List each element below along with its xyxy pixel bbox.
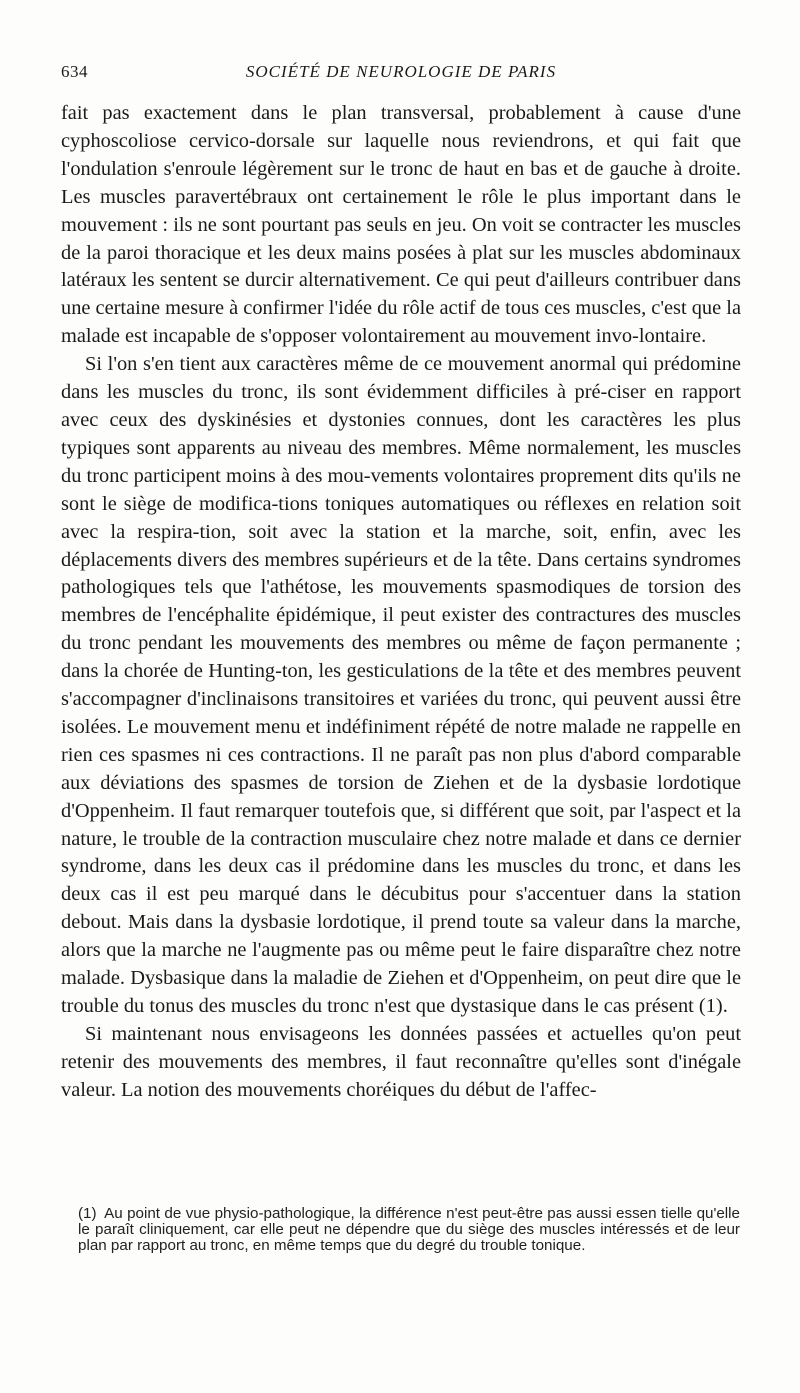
running-title: SOCIÉTÉ DE NEUROLOGIE DE PARIS bbox=[245, 62, 557, 81]
running-header bbox=[61, 62, 741, 88]
page-number: 634 bbox=[61, 62, 88, 81]
footnote bbox=[78, 1206, 740, 1255]
page bbox=[61, 62, 741, 1105]
body-text bbox=[61, 100, 741, 1105]
footnote-marker: (1) bbox=[78, 1205, 97, 1222]
footnote-text: Au point de vue physio-pathologique, la différence n'est peut-être pas aussi essen tielle qu'elle le paraît cliniquement, car elle peut ne dépendre que du siège des muscles intéressés et de leur plan par rapport au tronc, en même temps que du degré du trouble tonique. bbox=[78, 1205, 741, 1255]
paragraph-continued: fait pas exactement dans le plan transversal, probablement à cause d'une cyphoscoliose cervico-dorsale sur laquelle nous reviendrons, et qui fait que l'ondulation s'enroule légèrement sur le tronc de haut en bas et de gauche à droite. Les muscles paravertébraux ont certainement le rôle le plus important dans le mouvement : ils ne sont pourtant pas seuls en jeu. On voit se contracter les muscles de la paroi thoracique et les deux mains posées à plat sur les muscles abdominaux latéraux les sentent se durcir alternativement. Ce qui peut d'ailleurs contribuer dans une certaine mesure à confirmer l'idée du rôle actif de tous ces muscles, c'est que la malade est incapable de s'opposer volontairement au mouvement invo-lontaire. bbox=[61, 102, 741, 348]
paragraph: Si l'on s'en tient aux caractères même de ce mouvement anormal qui prédomine dans les muscles du tronc, ils sont évidemment difficiles à pré-ciser en rapport avec ceux des dyskinésies et dystonies connues, dont les caractères les plus typiques sont apparents au niveau des membres. Même normalement, les muscles du tronc participent moins à des mou-vements volontaires proprement dits qu'ils ne sont le siège de modifica-tions toniques automatiques ou réflexes en relation soit avec la respira-tion, soit avec la station et la marche, soit, enfin, avec les déplacements divers des membres supérieurs et de la tête. Dans certains syndromes pathologiques tels que l'athétose, les mouvements spasmodiques de torsion des membres de l'encéphalite épidémique, il peut exister des contractures des muscles du tronc pendant les mouvements des membres ou même de façon permanente ; dans la chorée de Hunting-ton, les gesticulations de la tête et des membres peuvent s'accompagner d'inclinaisons transitoires et variées du tronc, qui peuvent aussi être isolées. Le mouvement menu et indéfiniment répété de notre malade ne rappelle en rien ces spasmes ni ces contractions. Il ne paraît pas non plus d'abord comparable aux déviations des spasmes de torsion de Ziehen et de la dysbasie lordotique d'Oppenheim. Il faut remarquer toutefois que, si différent que soit, par l'aspect et la nature, le trouble de la contraction musculaire chez notre malade et dans ce dernier syndrome, dans les deux cas il prédomine dans les muscles du tronc, et dans les deux cas il est peu marqué dans le décubitus pour s'accentuer dans la station debout. Mais dans la dysbasie lordotique, il prend toute sa valeur dans la marche, alors que la marche ne l'augmente pas ou même peut le faire disparaître chez notre malade. Dysbasique dans la maladie de Ziehen et d'Oppenheim, on peut dire que le trouble du tonus des muscles du tronc n'est que dystasique dans le cas présent (1). bbox=[61, 353, 741, 1017]
paragraph: Si maintenant nous envisageons les données passées et actuelles qu'on peut retenir des mouvements des membres, il faut reconnaître qu'elles sont d'inégale valeur. La notion des mouvements choréiques du début de l'affec- bbox=[61, 1022, 741, 1101]
